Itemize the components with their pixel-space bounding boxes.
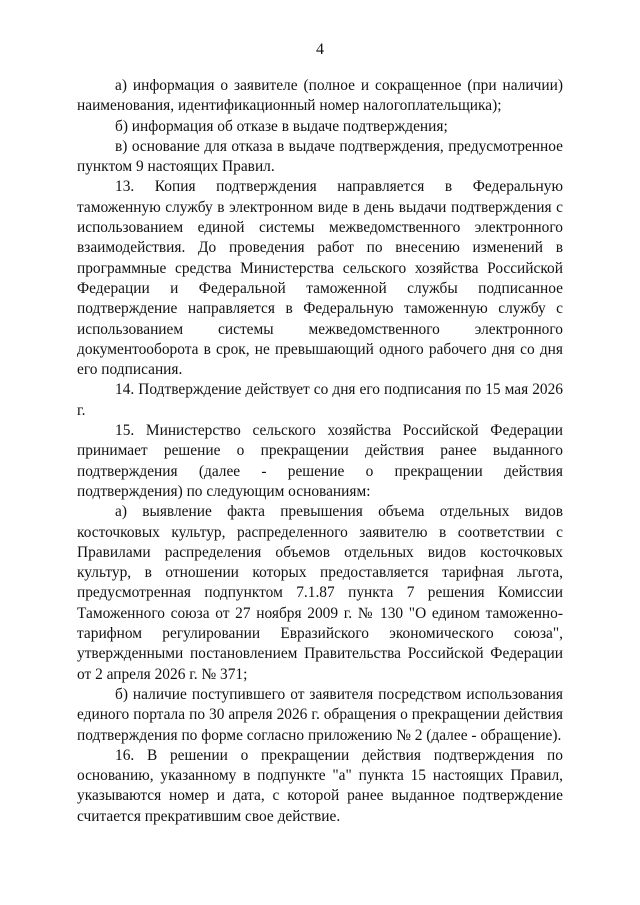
paragraph-15b: б) наличие поступившего от заявителя посредством использования единого портала по 30 апреля 2026 г. обращения о прекращении действия подтверждения по форме согласно приложению № 2 (далее - обращение).	[77, 685, 563, 744]
paragraph-12b: б) информация об отказе в выдаче подтверждения;	[115, 117, 448, 135]
paragraph-15a: а) выявление факта превышения объема отдельных видов косточковых культур, распределенного заявителю в соответствии с Правилами распределения объемов отдельных видов косточковых культур, в отношении которых предоставляется тарифная льгота, предусмотренная подпунктом 7.1.87 пункта 7 решения Комиссии Таможенного союза от 27 ноября 2009 г. № 130 "О едином таможенно-тарифном регулировании Евразийского экономического союза", утвержденными постановлением Правительства Российской Федерации от 2 апреля 2026 г. № 371;	[77, 503, 563, 683]
paragraph-12a: а) информация о заявителе (полное и сокращенное (при наличии) наименования, идентификационный номер налогоплательщика);	[77, 77, 563, 115]
paragraph-13: 13. Копия подтверждения направляется в Федеральную таможенную службу в электронном виде в день выдачи подтверждения с использованием единой системы межведомственного электронного взаимодействия. До проведения работ по внесению изменений в программные средства Министерства сельского хозяйства Российской Федерации и Федеральной таможенной службы подписанное подтверждение направляется в Федеральную таможенную службу с использованием системы межведомственного электронного документооборота в срок, не превышающий одного рабочего дня со дня его подписания.	[77, 178, 563, 379]
paragraph-15: 15. Министерство сельского хозяйства Российской Федерации принимает решение о прекращении действия ранее выданного подтверждения (далее - решение о прекращении действия подтверждения) по следующим основаниям:	[77, 422, 563, 500]
paragraph-14: 14. Подтверждение действует со дня его подписания по 15 мая 2026 г.	[77, 381, 563, 419]
paragraph-16: 16. В решении о прекращении действия подтверждения по основанию, указанному в подпункте "а" пункта 15 настоящих Правил, указываются номер и дата, с которой ранее выданное подтверждение считается прекратившим свое действие.	[77, 746, 563, 825]
page-number: 4	[316, 41, 324, 58]
document-body	[77, 76, 563, 827]
paragraph-12c: в) основание для отказа в выдаче подтверждения, предусмотренное пунктом 9 настоящих Правил.	[77, 137, 563, 176]
